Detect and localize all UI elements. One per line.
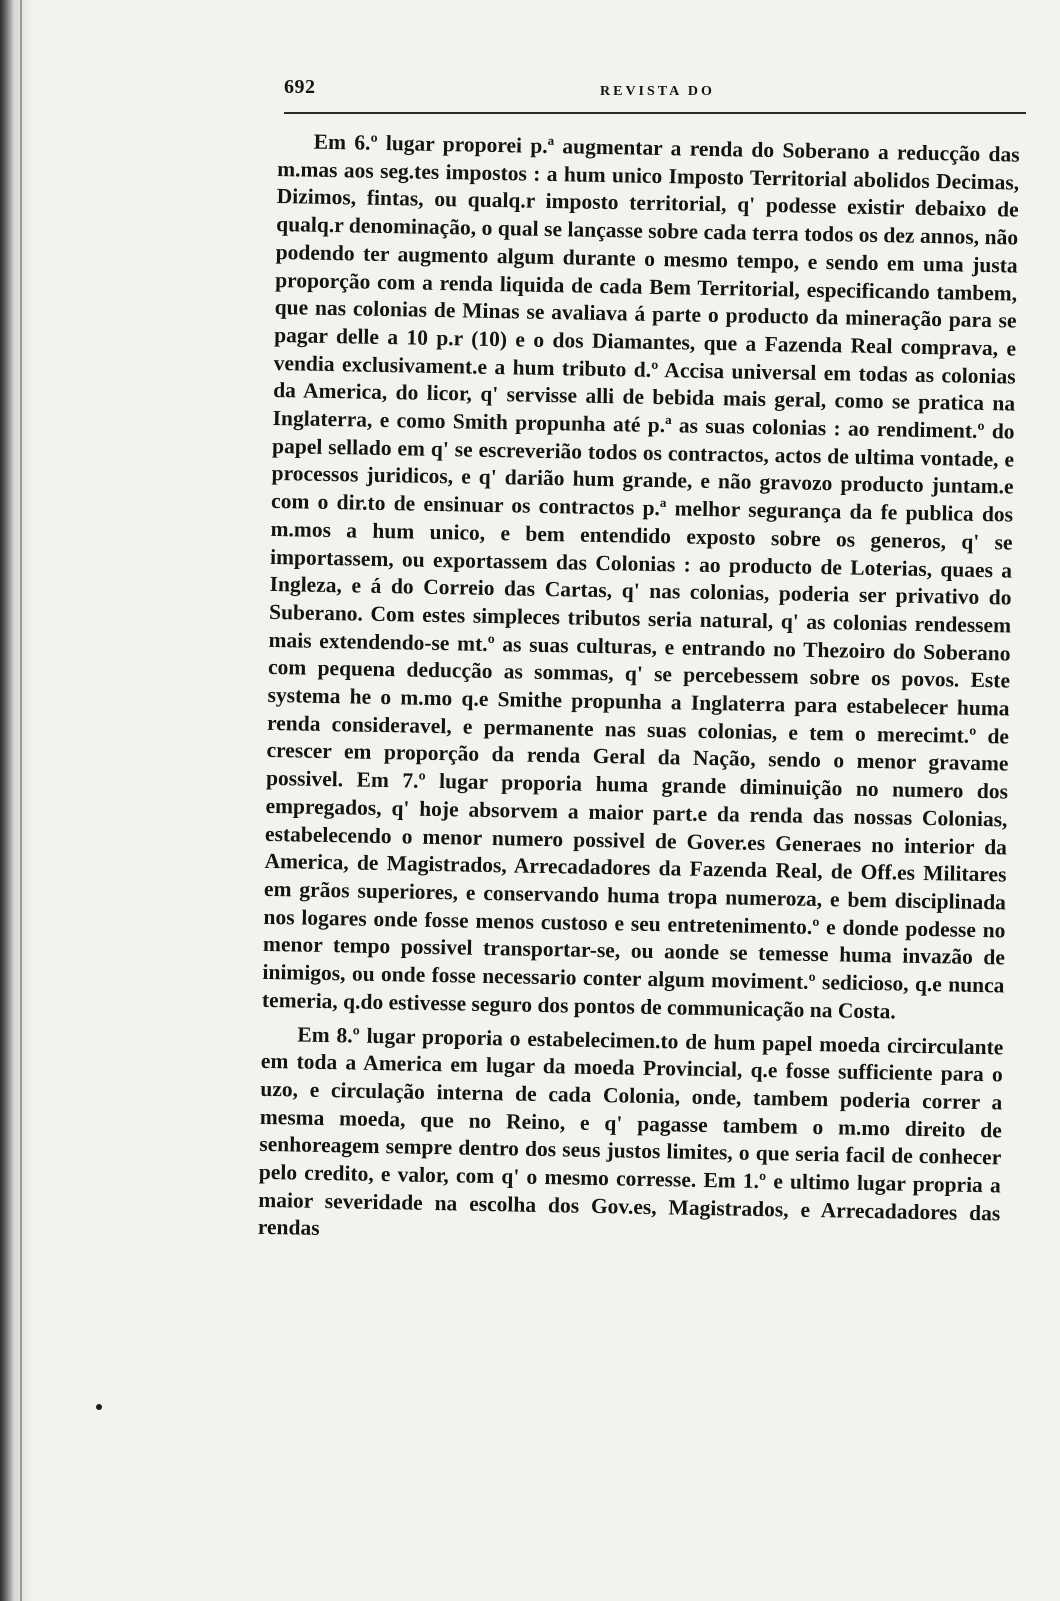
body-text (258, 128, 1020, 1256)
page-binding-edge (0, 0, 34, 1601)
page-header (270, 70, 1026, 100)
header-rule (284, 112, 1026, 114)
ink-speck (96, 1404, 102, 1410)
binding-shadow-line (20, 0, 22, 1601)
paragraph-2: Em 8.º lugar proporia o estabelecimen.to de hum papel moeda circirculante em toda a America em lugar da moeda Provincial, q.e fosse sufficiente para o uzo, e circulação interna de cada Colonia, onde, tambem poderia correr a mesma moeda, que no Reino, e q' pagasse tambem o m.mo direito de senhoreagem sempre dentro dos seus justos limites, o que seria facil de conhecer pelo credito, e valor, com q' o mesmo corresse. Em 1.º e ultimo lugar propria a maior severidade na escolha dos Gov.es, Magistrados, e Arrecadadores das rendas (257, 1022, 1004, 1241)
page-number: 692 (284, 76, 316, 98)
paragraph-1: Em 6.º lugar proporei p.ª augmentar a renda do Soberano a reducção das m.mas aos seg.tes impostos : a hum unico Imposto Territorial abolidos Decimas, Dizimos, fintas, ou qualq.r imposto territorial, q' podesse existir debaixo de qualq.r denominação, o qual se lançasse sobre cada terra todos os dez annos, não podendo ter augmento algum durante o mesmo tempo, e sendo em uma justa proporção com a renda liquida de cada Bem Territorial, especificando tambem, que nas colonias de Minas se avaliava á parte o producto da mineração para se pagar delle a 10 p.r (10) e o dos Diamantes, que a Fazenda Real comprava, e vendia exclusivament.e a hum tributo d.º Accisa universal em todas as colonias da America, do licor, q' servisse alli de bebida mais geral, como se pratica na Inglaterra, e como Smith propunha até p.ª as suas colonias : ao rendiment.º do papel sellado em q' se escreverião todos os contractos, actos de ultima vontade, e processos juridicos, e q' darião hum grande, e não gravozo producto juntam.e com o dir.to de ensinuar os contractos p.ª melhor segurança da fe publica dos m.mos a hum unico, e bem entendido exposto sobre os generos, q' se importassem, ou exportassem das Colonias : ao producto de Loterias, quaes a Ingleza, e á do Correio das Cartas, q' nas colonias, poderia ser privativo do Suberano. Com estes simpleces tributos seria natural, q' as colonias rendessem mais extendendo-se mt.º as suas culturas, e entrando no Thezoiro do Soberano com pequena deducção as sommas, q' se percebessem sobre os povos. Este systema he o m.mo q.e Smithe propunha a Inglaterra para estabelecer huma renda consideravel, e permanente nas suas colonias, e tem o merecimt.º de crescer em proporção da renda Geral da Nação, sendo o menor gravame possivel. Em 7.º lugar proporia huma grande diminuição no numero dos empregados, q' hoje absorvem a maior part.e da renda das nossas Colonias, estabelecendo o menor numero possivel de Gover.es Generaes no interior da America, de Magistrados, Arrecadadores da Fazenda Real, de Off.es Militares em grãos superiores, e conservando huma tropa numeroza, e bem disciplinada nos logares onde fosse menos custoso e seu entretenimento.º e donde podesse no menor tempo possivel transportar-se, ou aonde se temesse huma invazão de inimigos, ou onde fosse necessario conter algum moviment.º sedicioso, q.e nunca temeria, q.do estivesse seguro dos pontos de communicação na Costa. (261, 129, 1020, 1024)
running-title: REVISTA DO (600, 84, 715, 99)
